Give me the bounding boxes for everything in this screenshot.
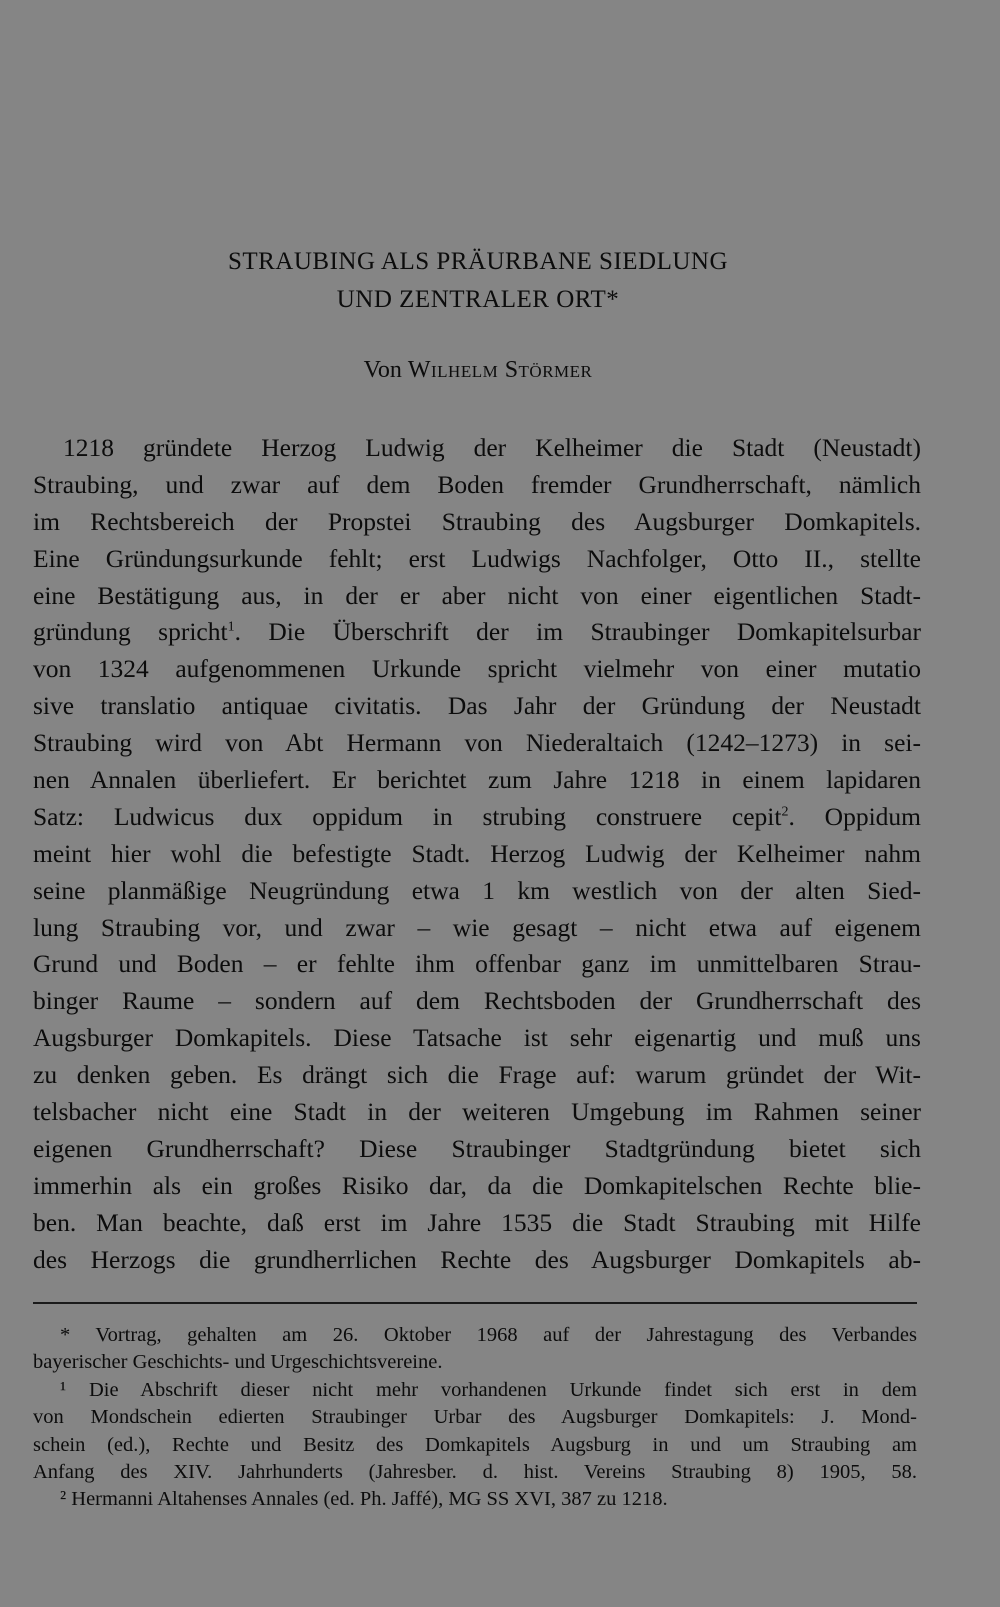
footnote-line: * Vortrag, gehalten am 26. Oktober 1968 auf der Jahrestagung des Verbandes [60,1324,917,1346]
article-title-line-1: STRAUBING ALS PRÄURBANE SIEDLUNG [227,248,729,275]
body-line: nen Annalen überliefert. Er berichtet zum Jahre 1218 in einem lapidaren [33,765,921,795]
body-line: lung Straubing vor, und zwar – wie gesagt – nicht etwa auf eigenem [33,912,921,942]
footnote-ref-1: 1 [227,619,235,635]
footnote-line: ² Hermanni Altahenses Annales (ed. Ph. Jaffé), MG SS XVI, 387 zu 1218. [60,1488,668,1511]
body-line: telsbacher nicht eine Stadt in der weiteren Umgebung im Rahmen seiner [33,1097,921,1127]
body-line: eine Bestätigung aus, in der er aber nicht von einer eigentlichen Stadt- [33,580,921,610]
body-line: Eine Gründungsurkunde fehlt; erst Ludwigs Nachfolger, Otto II., stellte [33,543,921,573]
body-line: im Rechtsbereich der Propstei Straubing des Augsburger Domkapitels. [33,506,921,536]
body-line: 1218 gründete Herzog Ludwig der Kelheimer die Stadt (Neustadt) [63,433,921,462]
body-line: seine planmäßige Neugründung etwa 1 km westlich von der alten Sied- [33,875,921,905]
body-line: ben. Man beachte, daß erst im Jahre 1535 die Stadt Straubing mit Hilfe [33,1207,921,1237]
body-line: des Herzogs die grundherrlichen Rechte des Augsburger Domkapitels ab- [33,1244,921,1274]
footnote-divider [33,1302,917,1304]
footnote-line: ¹ Die Abschrift dieser nicht mehr vorhandenen Urkunde findet sich erst in dem [60,1378,917,1401]
body-line-text: . Oppidum [788,801,921,831]
article-title-line-2: UND ZENTRALER ORT* [336,286,620,313]
body-paragraph [33,430,921,1278]
body-line-text: . Die Überschrift der im Straubinger Domkapitelsurbar [234,617,921,647]
body-line: sive translatio antiquae civitatis. Das Jahr der Gründung der Neustadt [33,691,921,721]
author-line [0,355,956,385]
body-line [33,614,921,651]
body-line: eigenen Grundherrschaft? Diese Straubinger Stadtgründung bietet sich [33,1133,921,1163]
body-line: von 1324 aufgenommenen Urkunde spricht vielmehr von einer mutatio [33,654,921,684]
footnote-line: von Mondschein edierten Straubinger Urbar des Augsburger Domkapitels: J. Mond- [33,1406,917,1429]
footnote-line: bayerischer Geschichts- und Urgeschichtsvereine. [33,1351,443,1374]
footnotes-block [33,1322,917,1514]
body-line [33,799,921,836]
body-line: Straubing wird von Abt Hermann von Niederaltaich (1242–1273) in sei- [33,728,921,758]
body-line: meint hier wohl die befestigte Stadt. Herzog Ludwig der Kelheimer nahm [33,838,921,868]
author-prefix: Von [363,357,402,383]
body-line-text: gründung spricht [33,617,228,647]
author-name: Wilhelm Störmer [407,357,593,383]
body-line: zu denken geben. Es drängt sich die Frage auf: warum gründet der Wit- [33,1060,921,1090]
body-line-text: Satz: Ludwicus dux oppidum in strubing construere cepit [33,801,782,831]
body-line: Augsburger Domkapitels. Diese Tatsache ist sehr eigenartig und muß uns [33,1023,921,1053]
footnote-line: schein (ed.), Rechte und Besitz des Domkapitels Augsburg in und um Straubing am [33,1433,917,1456]
footnote-ref-2: 2 [781,804,789,820]
body-line: Straubing, und zwar auf dem Boden fremder Grundherrschaft, nämlich [33,469,921,499]
footnote-line: Anfang des XIV. Jahrhunderts (Jahresber. d. hist. Vereins Straubing 8) 1905, 58. [33,1460,917,1483]
body-line: immerhin als ein großes Risiko dar, da die Domkapitelschen Rechte blie- [33,1170,921,1200]
body-line: Grund und Boden – er fehlte ihm offenbar ganz im unmittelbaren Strau- [33,949,921,979]
body-line: binger Raume – sondern auf dem Rechtsboden der Grundherrschaft des [33,986,921,1016]
